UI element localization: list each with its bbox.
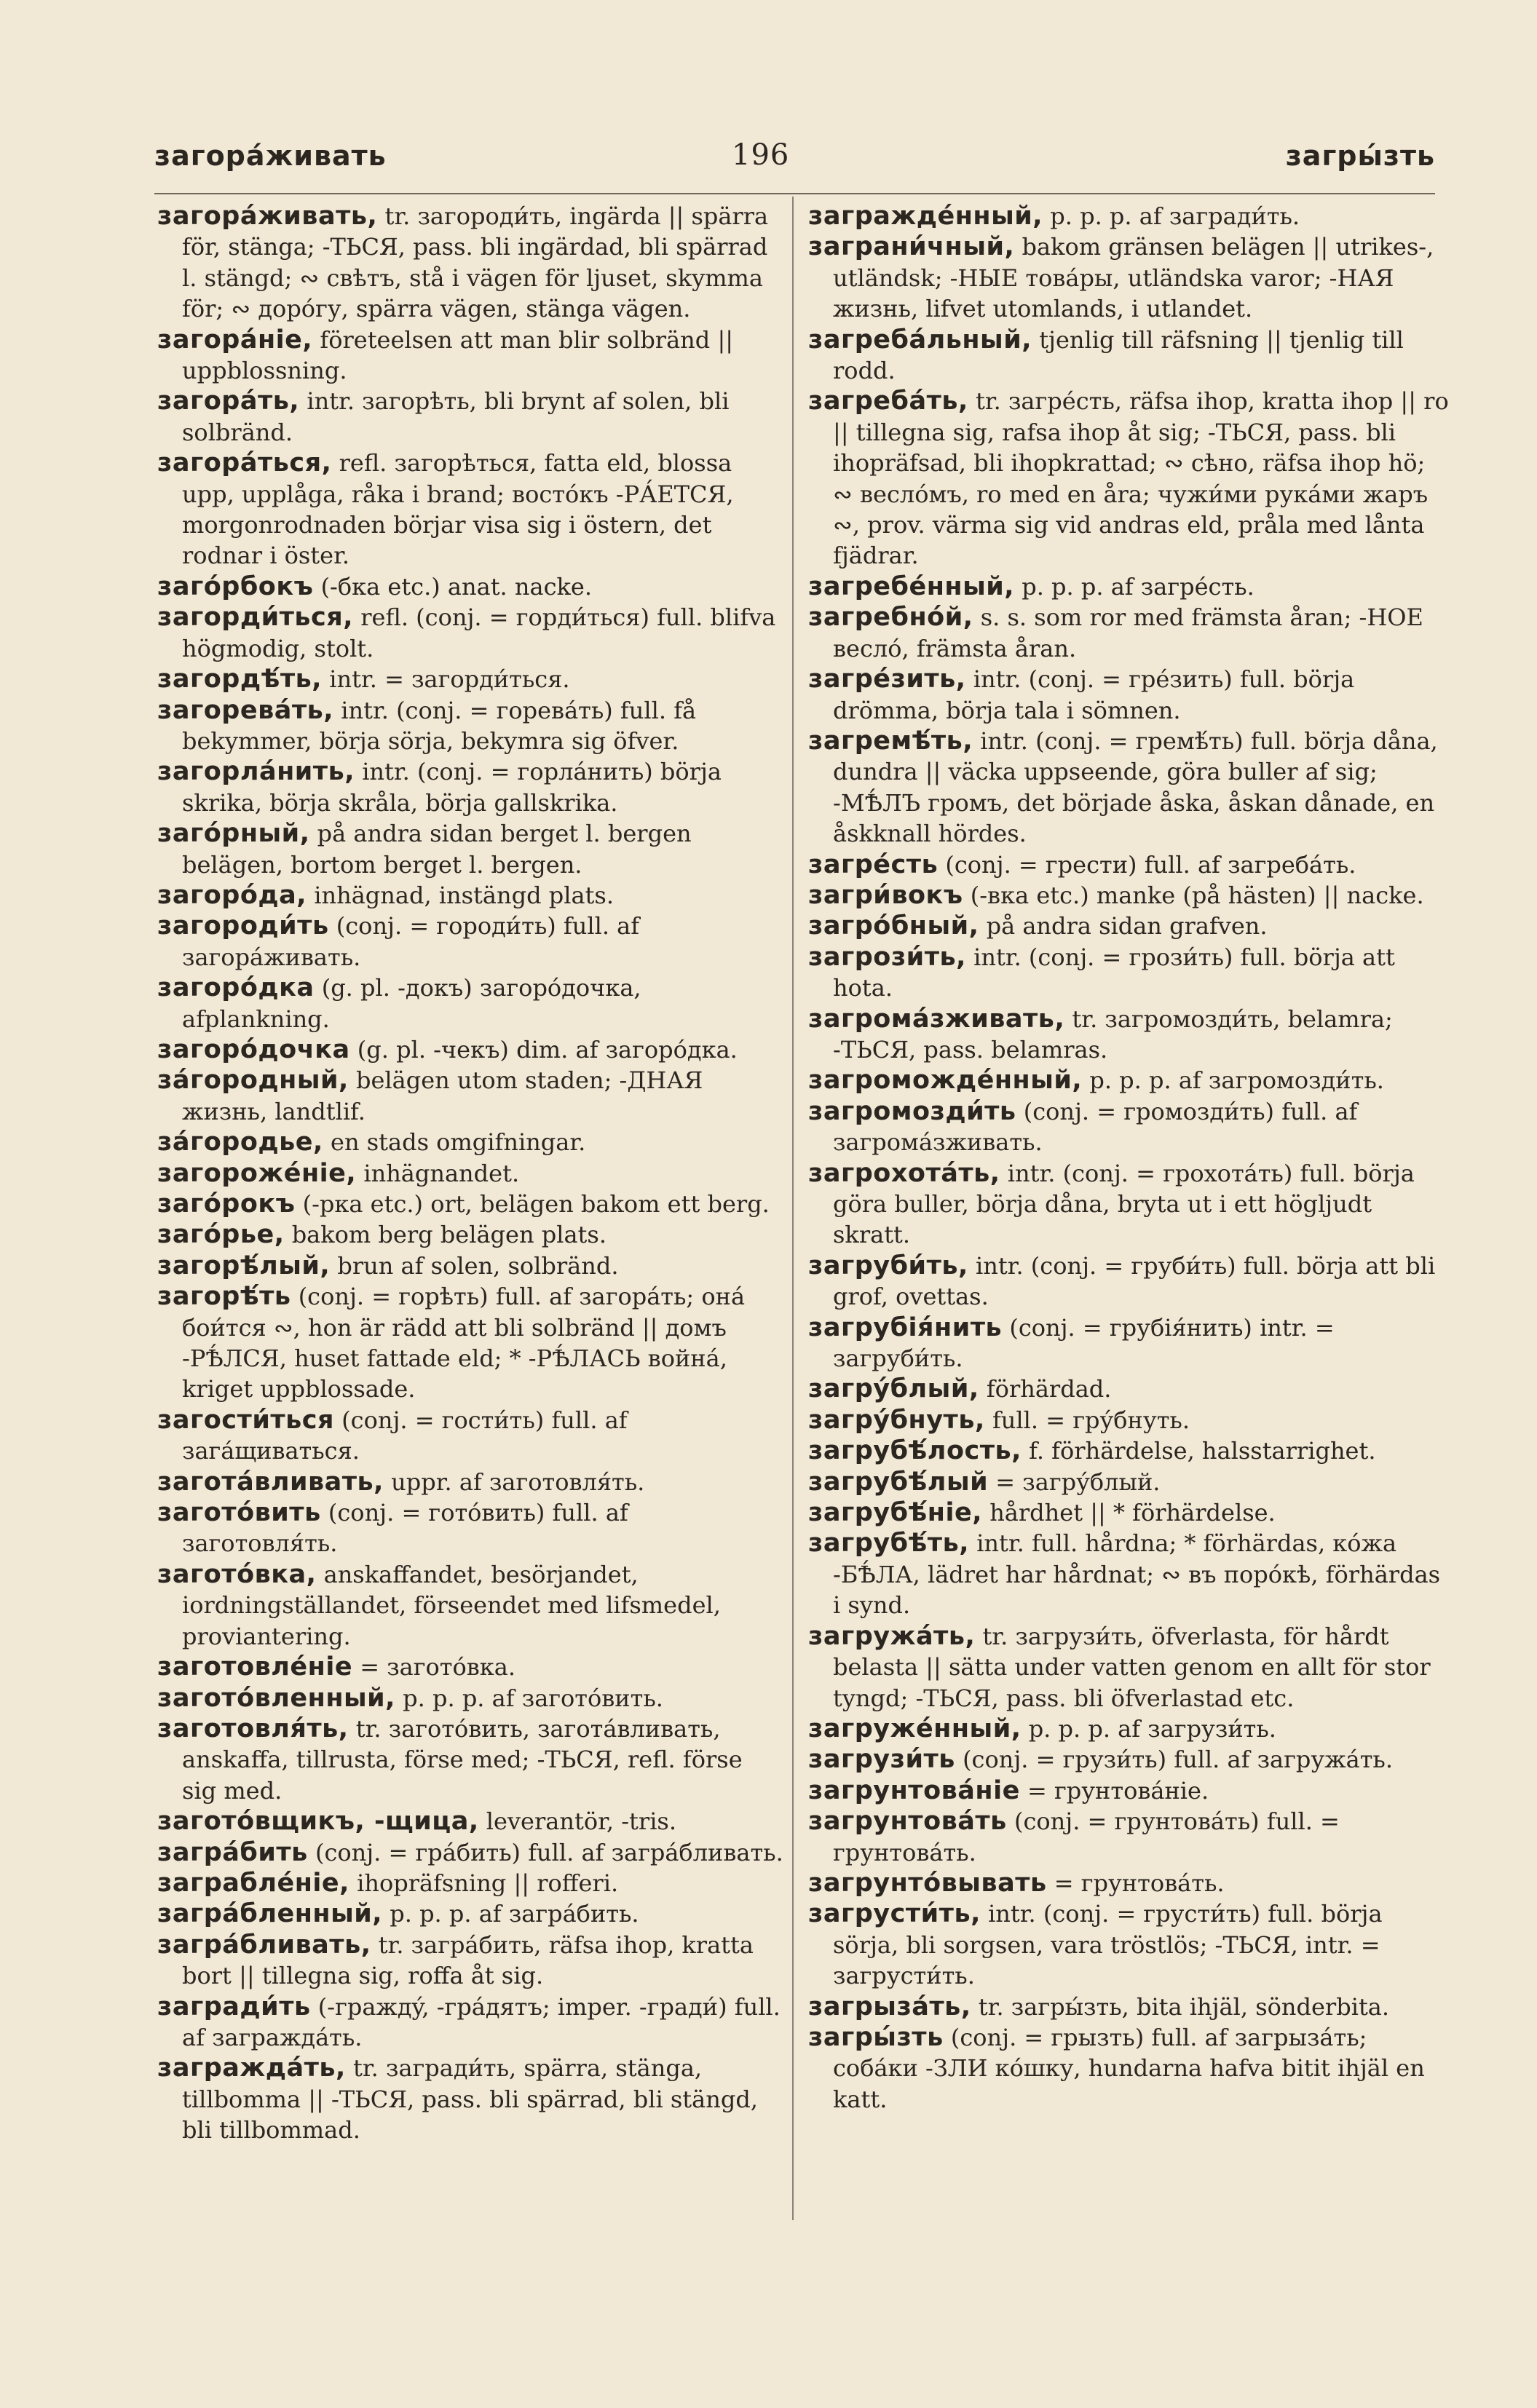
entry-headword: загоро́дка bbox=[157, 973, 315, 1003]
entry-definition: (conj. = грубія́нить) intr. = загруби́ть. bbox=[833, 1313, 1335, 1373]
dictionary-entry bbox=[808, 1405, 1449, 1435]
dictionary-entry bbox=[157, 1034, 783, 1065]
dictionary-entry bbox=[808, 1158, 1449, 1251]
entry-definition: tr. загради́ть, spärra, stänga, tillbomma || -ТЬСЯ, pass. bli spärrad, bli stängd, bli tillbommad. bbox=[182, 2054, 758, 2144]
entry-definition: (-рка etc.) ort, belägen bakom ett berg. bbox=[302, 1190, 770, 1218]
entry-definition: (-граждý, -гра́дятъ; imper. -гради́) full. af загражда́ть. bbox=[182, 1992, 781, 2051]
entry-headword: загруби́ть, bbox=[808, 1251, 968, 1280]
dictionary-entry bbox=[157, 1714, 783, 1806]
dictionary-entry bbox=[808, 1497, 1449, 1528]
entry-headword: загре́сть bbox=[808, 849, 939, 879]
dictionary-entry bbox=[157, 201, 783, 325]
entry-headword: заго́рбокъ bbox=[157, 571, 314, 601]
entry-headword: заго́рокъ bbox=[157, 1189, 296, 1219]
dictionary-entry bbox=[808, 602, 1449, 664]
dictionary-entry bbox=[157, 1251, 783, 1281]
dictionary-entry bbox=[157, 2053, 783, 2145]
dictionary-entry bbox=[808, 1065, 1449, 1096]
entry-definition: leverantör, -tris. bbox=[486, 1807, 677, 1836]
entry-headword: загороже́ніе, bbox=[157, 1158, 357, 1188]
dictionary-entry bbox=[157, 1837, 783, 1868]
entry-definition: refl. загорѣться, fatta eld, blossa upp, upplåga, råka i brand; восто́къ -РА́ЕТСЯ, morgonrodnaden börjar visa sig i östern, det rodnar i öster. bbox=[182, 449, 734, 570]
dictionary-entry bbox=[808, 201, 1449, 231]
entry-definition: anskaffandet, besörjandet, iordningställandet, förseendet med lifsmedel, proviantering. bbox=[182, 1560, 721, 1650]
entry-headword: загруже́нный, bbox=[808, 1714, 1022, 1743]
dictionary-entry bbox=[808, 231, 1449, 324]
entry-definition: (conj. = горѣть) full. af загора́ть; она́ бои́тся ∾, hon är rädd att bli solbränd || домъ -РѢ́ЛСЯ, huset fattade eld; * -РѢ́ЛАСЬ война́, kriget uppblossade. bbox=[182, 1283, 746, 1403]
entry-headword: заграбле́ніе, bbox=[157, 1868, 349, 1898]
dictionary-entry bbox=[157, 1992, 783, 2053]
entry-headword: загорла́нить, bbox=[157, 757, 355, 787]
dictionary-entry bbox=[157, 1898, 783, 1929]
dictionary-entry bbox=[157, 325, 783, 387]
entry-headword: загрунтова́ніе bbox=[808, 1775, 1020, 1805]
dictionary-entry bbox=[157, 664, 783, 694]
dictionary-entry bbox=[157, 1559, 783, 1652]
entry-headword: загора́ться, bbox=[157, 448, 332, 478]
dictionary-entry bbox=[808, 880, 1449, 911]
entry-headword: загру́бнуть, bbox=[808, 1405, 985, 1435]
entry-headword: загрузи́ть bbox=[808, 1745, 955, 1775]
entry-headword: загребно́й, bbox=[808, 603, 973, 633]
dictionary-entry bbox=[808, 1898, 1449, 1991]
entry-definition: ihopräfsning || rofferi. bbox=[357, 1869, 619, 1897]
entry-headword: загрубѣ́ть, bbox=[808, 1529, 970, 1559]
entry-headword: за́городье, bbox=[157, 1128, 323, 1157]
dictionary-entry bbox=[808, 1312, 1449, 1374]
entry-headword: загрунтова́ть bbox=[808, 1807, 1007, 1837]
entry-definition: intr. (conj. = гремѣ́ть) full. börja dåna, dundra || väcka uppseende, göra buller af sig; -МѢ́ЛЪ громъ, det började åska, åskan dånade, en åskknall hördes. bbox=[833, 726, 1438, 848]
entry-definition: inhägnad, instängd plats. bbox=[314, 881, 614, 909]
dictionary-entry bbox=[808, 1868, 1449, 1898]
dictionary-entry bbox=[808, 726, 1449, 849]
dictionary-entry bbox=[157, 1158, 783, 1189]
entry-headword: за́городный, bbox=[157, 1066, 349, 1096]
entry-headword: загото́вить bbox=[157, 1498, 321, 1528]
right-column bbox=[808, 201, 1449, 2115]
entry-definition: p. p. p. af загромозди́ть. bbox=[1089, 1066, 1384, 1095]
dictionary-entry bbox=[808, 1744, 1449, 1775]
entry-definition: intr. full. hårdna; * förhärdas, ко́жа -БѢ́ЛА, lädret har hårdnat; ∾ въ поро́кѣ, förhärdas i synd. bbox=[833, 1529, 1441, 1620]
running-head-left: загора́живать bbox=[154, 140, 387, 172]
entry-headword: загора́ть, bbox=[157, 387, 300, 416]
header-rule bbox=[154, 193, 1435, 194]
dictionary-entry bbox=[157, 1497, 783, 1559]
entry-headword: загота́вливать, bbox=[157, 1467, 384, 1497]
entry-definition: refl. (conj. = горди́ться) full. blifva högmodig, stolt. bbox=[182, 603, 776, 662]
dictionary-entry bbox=[157, 880, 783, 911]
dictionary-entry bbox=[808, 571, 1449, 602]
running-head-right: загры́зть bbox=[1285, 140, 1435, 172]
entry-definition: intr. (conj. = горева́ть) full. få bekymmer, börja sörja, bekymra sig öfver. bbox=[182, 696, 697, 755]
entry-definition: full. = гру́бнуть. bbox=[992, 1406, 1190, 1434]
dictionary-entry bbox=[808, 1251, 1449, 1312]
entry-definition: tr. загромозди́ть, belamra; -ТЬСЯ, pass. belamras. bbox=[833, 1005, 1393, 1064]
entry-definition: p. p. p. af загрузи́ть. bbox=[1028, 1714, 1276, 1743]
entry-headword: загра́бливать, bbox=[157, 1930, 371, 1960]
dictionary-entry bbox=[157, 1652, 783, 1682]
entry-definition: (g. pl. -докъ) загоро́дочка, afplankning. bbox=[182, 974, 641, 1033]
entry-definition: bakom berg belägen plats. bbox=[291, 1221, 606, 1249]
dictionary-entry bbox=[157, 818, 783, 880]
entry-headword: загрубѣ́лость, bbox=[808, 1436, 1022, 1466]
dictionary-entry bbox=[157, 602, 783, 664]
entry-definition: p. p. p. af загото́вить. bbox=[403, 1684, 663, 1712]
entry-definition: förhärdad. bbox=[986, 1375, 1112, 1403]
entry-headword: загрома́зживать, bbox=[808, 1004, 1065, 1034]
dictionary-entry bbox=[808, 1435, 1449, 1466]
entry-definition: (g. pl. -чекъ) dim. af загоро́дка. bbox=[357, 1035, 738, 1064]
entry-headword: загребе́нный, bbox=[808, 571, 1015, 601]
entry-definition: (-вка etc.) manke (på hästen) || nacke. bbox=[970, 881, 1424, 909]
entry-definition: = загото́вка. bbox=[360, 1653, 516, 1682]
entry-definition: tr. загре́сть, räfsa ihop, kratta ihop || ro || tillegna sig, rafsa ihop åt sig; -ТЬСЯ, pass. bli ihopräfsad, bli ihopkrattad; ∾ сѣно, räfsa ihop hö; ∾ весло́мъ, ro med en åra; чужи́ми рука́ми жаръ ∾, prov. värma sig vid andras eld, pråla med lånta fjädrar. bbox=[833, 387, 1449, 570]
entry-definition: p. p. p. af загради́ть. bbox=[1050, 202, 1300, 230]
entry-headword: загороди́ть bbox=[157, 911, 329, 941]
entry-definition: = грунтова́ть. bbox=[1054, 1869, 1225, 1897]
entry-headword: загру́блый, bbox=[808, 1374, 979, 1404]
dictionary-entry bbox=[808, 1528, 1449, 1620]
entry-definition: intr. = загорди́ться. bbox=[329, 665, 570, 694]
column-divider bbox=[792, 197, 794, 2220]
dictionary-entry bbox=[808, 849, 1449, 880]
entry-headword: заготовля́ть, bbox=[157, 1714, 349, 1743]
entry-definition: tr. загороди́ть, ingärda || spärra för, stänga; -ТЬСЯ, pass. bli ingärdad, bli spärrad l. stängd; ∾ свѣтъ, stå i vägen för ljuset, skymma för; ∾ доро́гу, spärra vägen, stänga vägen. bbox=[182, 202, 769, 323]
entry-definition: på andra sidan grafven. bbox=[986, 912, 1268, 940]
entry-definition: uppr. af заготовля́ть. bbox=[391, 1468, 645, 1496]
dictionary-entry bbox=[808, 1992, 1449, 2022]
entry-headword: загорѣ́ть bbox=[157, 1282, 291, 1312]
entry-headword: загото́вленный, bbox=[157, 1683, 395, 1713]
entry-definition: s. s. som ror med främsta åran; -НОЕ весло́, främsta åran. bbox=[833, 603, 1423, 662]
dictionary-entry bbox=[157, 1683, 783, 1714]
entry-headword: заго́рный, bbox=[157, 819, 310, 849]
entry-definition: tr. загры́зть, bita ihjäl, sönderbita. bbox=[978, 1992, 1390, 2021]
dictionary-entry bbox=[157, 1065, 783, 1127]
dictionary-entry bbox=[808, 386, 1449, 571]
entry-headword: загордѣ́ть, bbox=[157, 665, 323, 694]
dictionary-entry bbox=[157, 1930, 783, 1992]
entry-headword: загости́ться bbox=[157, 1405, 334, 1435]
dictionary-entry bbox=[157, 1189, 783, 1219]
entry-definition: brun af solen, solbränd. bbox=[337, 1251, 619, 1280]
entry-definition: p. p. p. af загре́сть. bbox=[1022, 572, 1255, 601]
dictionary-entry bbox=[157, 448, 783, 571]
dictionary-entry bbox=[808, 1775, 1449, 1806]
entry-headword: загражде́нный, bbox=[808, 202, 1043, 231]
entry-definition: (conj. = городи́ть) full. af загора́живать. bbox=[182, 912, 640, 971]
dictionary-entry bbox=[157, 1806, 783, 1837]
entry-definition: (-бка etc.) anat. nacke. bbox=[320, 572, 592, 601]
entry-headword: загреба́ть, bbox=[808, 387, 968, 416]
entry-headword: загры́зть bbox=[808, 2022, 944, 2052]
entry-headword: загора́живать, bbox=[157, 202, 378, 231]
dictionary-entry bbox=[157, 973, 783, 1034]
entry-headword: загора́ніе, bbox=[157, 325, 313, 355]
entry-headword: загромозди́ть bbox=[808, 1096, 1016, 1126]
entry-headword: загради́ть bbox=[157, 1992, 311, 2021]
entry-headword: заготовле́ніе bbox=[157, 1652, 353, 1682]
entry-headword: загри́вокъ bbox=[808, 880, 963, 910]
entry-headword: загото́вка, bbox=[157, 1559, 317, 1589]
entry-definition: belägen utom staden; -ДНАЯ жизнь, landtlif. bbox=[182, 1066, 703, 1125]
dictionary-entry bbox=[808, 1096, 1449, 1158]
entry-definition: på andra sidan berget l. bergen belägen, bortom berget l. bergen. bbox=[182, 820, 692, 879]
entry-definition: intr. (conj. = гре́зить) full. börja drömma, börja tala i sömnen. bbox=[833, 665, 1355, 724]
entry-definition: tr. загра́бить, räfsa ihop, kratta bort || tillegna sig, roffa åt sig. bbox=[182, 1930, 754, 1990]
page-number: 196 bbox=[732, 138, 790, 172]
dictionary-entry bbox=[808, 911, 1449, 941]
dictionary-entry bbox=[808, 2022, 1449, 2115]
entry-definition: intr. (conj. = грусти́ть) full. börja sörja, bli sorgsen, vara tröstlös; -ТЬСЯ, intr. = загрусти́ть. bbox=[833, 1900, 1383, 1990]
entry-definition: (conj. = гости́ть) full. af зага́щиваться. bbox=[182, 1406, 628, 1465]
dictionary-entry bbox=[808, 1467, 1449, 1497]
dictionary-entry bbox=[808, 1621, 1449, 1714]
dictionary-entry bbox=[157, 911, 783, 973]
entry-definition: (conj. = громозди́ть) full. af загрома́зживать. bbox=[833, 1097, 1358, 1157]
entry-definition: = грунтова́ніе. bbox=[1027, 1776, 1209, 1805]
entry-definition: inhägnandet. bbox=[363, 1159, 520, 1187]
entry-headword: загрунто́вывать bbox=[808, 1868, 1047, 1898]
dictionary-entry bbox=[157, 1219, 783, 1250]
entry-headword: загражда́ть, bbox=[157, 2053, 346, 2083]
dictionary-entry bbox=[157, 1868, 783, 1898]
entry-headword: загото́вщикъ, -щица, bbox=[157, 1807, 479, 1837]
entry-headword: загоро́дочка bbox=[157, 1034, 350, 1064]
entry-headword: загорди́ться, bbox=[157, 603, 354, 633]
entry-definition: tjenlig till räfsning || tjenlig till rodd. bbox=[833, 325, 1404, 385]
entry-definition: tr. загото́вить, загота́вливать, anskaffa, tillrusta, förse med; -ТЬСЯ, refl. förse sig med. bbox=[182, 1714, 743, 1805]
entry-definition: = загру́блый. bbox=[995, 1468, 1161, 1496]
dictionary-entry bbox=[808, 1806, 1449, 1868]
left-column bbox=[157, 201, 783, 2146]
entry-headword: загрубѣ́лый bbox=[808, 1467, 989, 1497]
dictionary-entry bbox=[808, 1374, 1449, 1404]
entry-definition: (conj. = грунтова́ть) full. = грунтова́ть. bbox=[833, 1807, 1340, 1866]
entry-definition: f. förhärdelse, halsstarrighet. bbox=[1029, 1437, 1376, 1465]
dictionary-entry bbox=[157, 756, 783, 818]
entry-definition: (conj. = грести) full. af загреба́ть. bbox=[945, 850, 1356, 879]
entry-headword: загремѣ́ть, bbox=[808, 726, 973, 756]
dictionary-entry bbox=[157, 1405, 783, 1467]
entry-definition: bakom gränsen belägen || utrikes-, utländsk; -НЫЕ това́ры, utländska varor; -НАЯ жизнь, lifvet utomlands, i utlandet. bbox=[833, 233, 1434, 323]
dictionary-entry bbox=[808, 325, 1449, 387]
dictionary-entry bbox=[157, 386, 783, 448]
entry-headword: загрубѣ́ніе, bbox=[808, 1498, 983, 1528]
dictionary-entry bbox=[157, 1127, 783, 1157]
entry-headword: загрыза́ть, bbox=[808, 1992, 971, 2021]
entry-headword: загорева́ть, bbox=[157, 695, 334, 725]
dictionary-entry bbox=[157, 1467, 783, 1497]
entry-definition: intr. (conj. = грози́ть) full. börja att hota. bbox=[833, 943, 1395, 1002]
entry-headword: загрохота́ть, bbox=[808, 1158, 1000, 1188]
entry-definition: intr. (conj. = груби́ть) full. börja att bli grof, ovettas. bbox=[833, 1251, 1436, 1311]
entry-headword: загоро́да, bbox=[157, 880, 307, 910]
entry-definition: intr. (conj. = горла́нить) börja skrika, börja skråla, börja gallskrika. bbox=[182, 758, 722, 817]
entry-definition: en stads omgifningar. bbox=[331, 1128, 586, 1157]
entry-headword: загрусти́ть, bbox=[808, 1899, 981, 1929]
entry-definition: intr. загорѣть, bli brynt af solen, bli solbränd. bbox=[182, 387, 730, 446]
entry-headword: загре́зить, bbox=[808, 665, 966, 694]
entry-headword: загро́бный, bbox=[808, 911, 979, 941]
dictionary-entry bbox=[808, 664, 1449, 726]
entry-headword: загреба́льный, bbox=[808, 325, 1032, 355]
dictionary-entry bbox=[157, 695, 783, 757]
entry-definition: tr. загрузи́ть, öfverlasta, för hårdt belasta || sätta under vatten genom en allt för stor tyngd; -ТЬСЯ, pass. bli öfverlastad etc. bbox=[833, 1622, 1431, 1712]
dictionary-entry bbox=[808, 1004, 1449, 1066]
entry-headword: загорѣ́лый, bbox=[157, 1251, 331, 1280]
entry-headword: загрози́ть, bbox=[808, 942, 966, 972]
entry-definition: p. p. p. af загра́бить. bbox=[390, 1900, 639, 1928]
entry-definition: hårdhet || * förhärdelse. bbox=[989, 1499, 1276, 1527]
entry-definition: (conj. = гото́вить) full. af заготовля́ть. bbox=[182, 1499, 628, 1558]
dictionary-entry bbox=[808, 1714, 1449, 1744]
entry-headword: загружа́ть, bbox=[808, 1621, 976, 1651]
entry-headword: загрубія́нить bbox=[808, 1312, 1003, 1342]
entry-headword: загра́бленный, bbox=[157, 1899, 383, 1929]
dictionary-entry bbox=[157, 1281, 783, 1405]
dictionary-entry bbox=[808, 942, 1449, 1004]
entry-headword: заго́рье, bbox=[157, 1220, 285, 1250]
dictionary-entry bbox=[157, 571, 783, 602]
entry-definition: (conj. = грузи́ть) full. af загружа́ть. bbox=[963, 1746, 1394, 1774]
entry-definition: intr. (conj. = грохота́ть) full. börja göra buller, börja dåna, bryta ut i ett högljudt skratt. bbox=[833, 1159, 1415, 1249]
entry-definition: företeelsen att man blir solbränd || uppblossning. bbox=[182, 325, 733, 385]
entry-headword: загроможде́нный, bbox=[808, 1066, 1083, 1096]
entry-headword: заграни́чный, bbox=[808, 232, 1015, 262]
entry-definition: (conj. = гра́бить) full. af загра́бливать. bbox=[315, 1838, 783, 1866]
entry-headword: загра́бить bbox=[157, 1837, 308, 1867]
entry-definition: (conj. = грызть) full. af загрыза́ть; соба́ки -ЗЛИ ко́шку, hundarna hafva bitit ihjäl en katt. bbox=[833, 2023, 1425, 2113]
